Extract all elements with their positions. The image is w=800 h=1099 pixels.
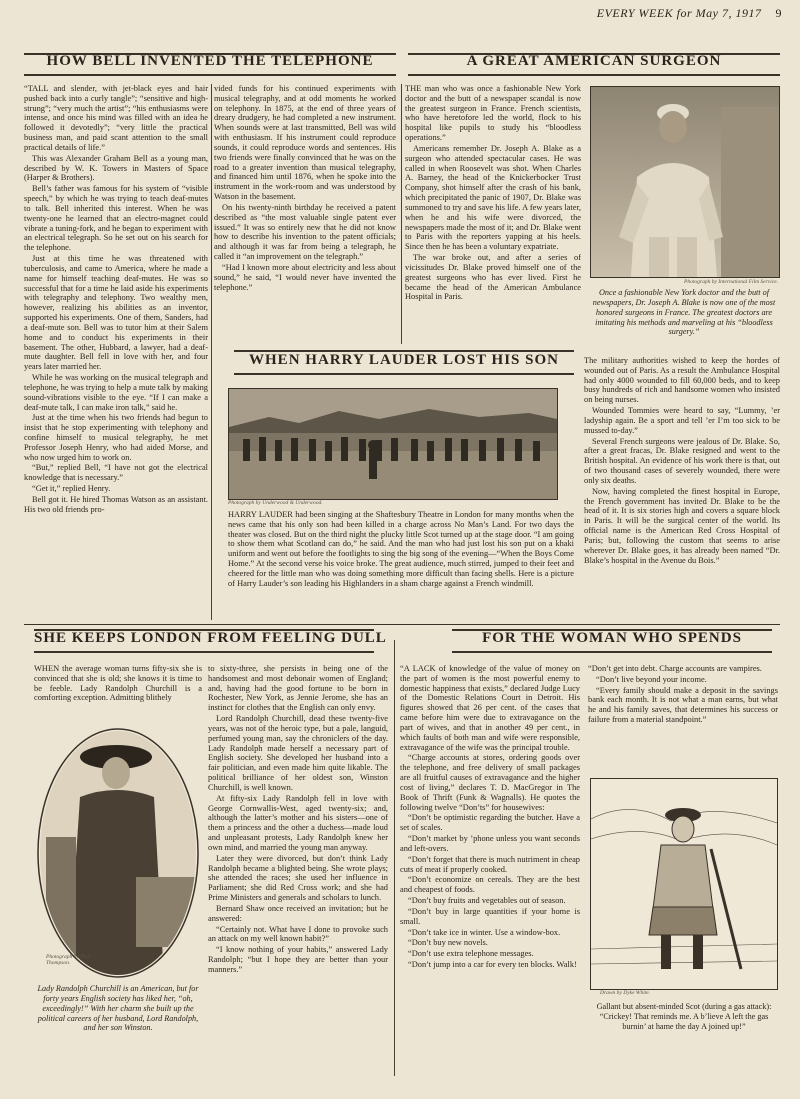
surgeon-column-1 [405,84,581,340]
paragraph: Now, having completed the finest hospital in Europe, the French government has invited Dr. Blake to be the head of it. It is six stories high and covers a square block in Paris. It will be the surgical center of the world. Its official name is the American Red Cross Hospital of Paris; but, following the custom that seems to arise wherever Dr. Blake goes, it has already been named “Dr. Blake’s hospital in the Avenue du Bois.” [584,486,780,565]
column-divider [394,640,395,1076]
bell-column-2 [214,84,396,340]
spends-column-1 [400,664,580,1076]
paragraph: “Don’t forget that there is much nutriment in cheap cuts of meat if properly cooked. [400,854,580,874]
paragraph: “Don’t take ice in winter. Use a window-box. [408,927,561,937]
paragraph: “Certainly not. What have I done to provoke such an attack on my well known habit?” [208,924,388,944]
scot-drawing [590,778,778,990]
paragraph: Later they were divorced, but don’t think Lady Randolph became a blighted being. She wrote plays; she attended the races; she used her influence in Parliament; she did Red Cross work; and she had Prime Ministers and generals and scholars to lunch. [208,853,388,903]
paragraph: THE man who was once a fashionable New York doctor and the butt of a newspaper scandal is now the greatest surgeon in France. French scientists, who have heretofore led the world, flock to his hospital like pupils to study his “bloodless operations.” [405,84,581,143]
lady-churchill-figure [36,727,200,979]
paragraph: “Charge accounts at stores, ordering goods over the telephone, and free delivery of small packages are all fruitful causes of extravagance and the higher cost of living,” declares T. D. MacGregor in The Book of Thrift (Funk & Wagnalls). He quotes the following twelve “Don’ts” for housewives: [400,753,580,812]
paragraph: The war broke out, and after a series of vicissitudes Dr. Blake proved himself one of the greatest surgeons who has ever lived. First he became the head of the American Ambulance Hospital in Paris. [405,253,581,302]
churchill-photo-caption: Lady Randolph Churchill is an American, but for forty years English society has liked her, “oh, exceedingly!” With her charm she built up the political careers of her husband, Lord Randolph, and her son Winston. [37,984,199,1033]
paragraph: “Don’t buy new novels. [408,938,488,948]
paragraph: “Every family should make a deposit in the savings bank each month. It is not what a man earns, but what he and his family saves, that determines his success or failure from a material standpoint.” [588,685,778,725]
paragraph: While he was working on the musical telegraph and telephone, he was trying to help a mute talk by making sound-vibrations visible to the eye. “If I can make a deaf-mute talk, I can make iron talk,” said he. [24,373,208,412]
lauder-bottom-rule [234,373,574,375]
paragraph: vided funds for his continued experiments with musical telegraphy, and at odd moments he worked on telephony. In 1875, at the end of three years of dreary drudgery, he had completed a new instrument. When sounds were at last transmitted, Bell was wild with enthusiasm. If his instrument could reproduce sounds, it could reproduce words and sentences. His two friends were finally convinced that he was on the road to a greater invention than musical telegraphy, and financed him until 1876, when he spoke into the instrument in the work-room and was understood by Watson in the basement. [214,84,396,202]
surgeon-bottom-rule [408,74,780,76]
surgeon-column-2 [584,356,780,618]
section-divider [24,624,780,625]
paragraph: “Don’t be optimistic regarding the butcher. Have a set of scales. [400,813,580,833]
paragraph: “I know nothing of your habits,” answered Lady Randolph; “but I hope they are better than your manners.” [208,945,388,974]
bell-title: HOW BELL INVENTED THE TELEPHONE [46,53,374,69]
paragraph: “Don’t get into debt. Charge accounts are vampires. [588,664,762,673]
spends-bottom-rule [452,651,772,653]
paragraph: At fifty-six Lady Randolph fell in love with George Cornwallis-West, aged twenty-six; and, although the latter’s mother and his sisters—one of them a princess and the other a duchess—made loud and unpleasant protests, Lady Randolph knew her own mind, and married the young man anyway. [208,793,388,852]
paragraph: “Don’t buy in large quantities if your home is small. [400,906,580,926]
dr-blake-photo [590,86,780,278]
paragraph: Bernard Shaw once received an invitation; but he answered: [208,903,388,923]
dr-blake-figure [591,87,779,277]
paragraph: This was Alexander Graham Bell as a young man, described by W. K. Towers in Masters of Space (Harper & Brothers). [24,153,208,183]
lauder-son-photo [228,388,558,500]
spends-title: FOR THE WOMAN WHO SPENDS [482,630,742,646]
page-number: 9 [775,6,782,20]
blake-photo-caption: Once a fashionable New York doctor and the butt of newspapers, Dr. Joseph A. Blake is now one of the most honored surgeons in France. The greatest doctors are imitating his methods and marveling at his “bloodless surgery.” [592,288,776,337]
paragraph: The military authorities wished to keep the hordes of wounded out of Paris. As a result the Ambulance Hospital had only 4000 wounded to fill 60,000 beds, and to keep busy hundreds of rich and handsome women who insisted on being nurses. [584,356,780,405]
scot-drawing-credit: Drawn by Dyke White. [600,990,651,996]
paragraph: “Don’t buy fruits and vegetables out of season. [408,896,566,906]
highlanders-charge-figure [229,389,557,499]
scot-drawing-caption: Gallant but absent-minded Scot (during a gas attack): “Crickey! That reminds me. A b’lieve A left the gas burnin’ at hame the day A joined up!” [596,1002,772,1031]
paragraph: “But,” replied Bell, “I have not got the electrical knowledge that is necessary.” [24,463,208,483]
scot-soldier-figure [591,779,777,989]
paragraph: “Don’t live beyond your income. [596,674,707,684]
churchill-column-1 [34,664,202,724]
paragraph: Bell’s father was famous for his system of “visible speech,” by which he was trying to teach deaf-mutes to talk. Bell inherited this interest. When he was twenty-one he learned that an electro-magnet could vibrate a tuning-fork, and he began to experiment with an electrical telegraph. So he set out on his search for the telephone. [24,184,208,253]
churchill-column-2 [208,664,388,1076]
paragraph: “Don’t jump into a car for every ten blocks. Walk! [408,960,577,970]
lady-churchill-photo [36,727,200,979]
paragraph: “TALL and slender, with jet-black eyes and hair pushed back into a curly tangle”; “sensitive and high-strung”; “very much the artist”; “his enthusiasms were intense, and once his mind was filled with an idea he followed it devotedly”; “very little the practical business man, and paid scant attention to the small practical details of life.” [24,84,208,152]
spends-column-2 [588,664,778,774]
lauder-body [228,510,574,614]
paragraph: HARRY LAUDER had been singing at the Shaftesbury Theatre in London for many months when the news came that his only son had been killed in a charge across No Man’s Land. For two days the theater was closed. But on the third night the plucky little Scot turned up at the stage door. “I am going to show them what Scotland can do,” he said. And the man who had just lost his son put on a khaki uniform and went out before the footlights to sing the big song of the evening—“When the Boys Come Home.” At the second verse his voice broke. The great audience, much stirred, jumped to their feet and cheered for the little man who was doing something more difficult than facing shells. Here is a picture of Harry Lauder’s son leading his Highlanders in a sham charge against a French windmill. [228,510,574,588]
paragraph: WHEN the average woman turns fifty-six she is convinced that she is old; she knows it is time to be feeble. Lady Randolph Churchill is a comforting exception. Admitting blithely [34,664,202,703]
churchill-photo-credit: Photograph by Paul Thompson. [46,954,91,966]
paragraph: Several French surgeons were jealous of Dr. Blake. So, after a great fracas, Dr. Blake resigned and went to the British hospital. An evidence of his work there is that, out of two thousand cases of severely wounded, there were only six deaths. [584,436,780,485]
running-head [597,6,782,21]
paragraph: “A LACK of knowledge of the value of money on the part of women is the most powerful enemy to domestic happiness that exists,” declared Judge Lucy of the Domestic Relations Court in Detroit. His figures showed that 26 per cent. of the cases that came before him were due to extravagance on the part of wives, and that in another 49 per cent., in which faults of both man and wife were responsible, extravagance of the wife was the principal trouble. [400,664,580,752]
surgeon-title: A GREAT AMERICAN SURGEON [466,53,722,69]
paragraph: “Don’t use extra telephone messages. [408,949,534,959]
bell-bottom-rule [24,74,396,76]
paragraph: “Had I known more about electricity and less about sound,” he said, “I would never have invented the telephone.” [214,262,396,292]
paragraph: On his twenty-ninth birthday he received a patent described as “the most valuable single patent ever issued.” It was so entirely new that he did not know how to describe his invention to the patent officials; and although it was far from being a telegraph, he called it “an improvement on the telegraph.” [214,202,396,262]
column-divider [401,84,402,344]
paragraph: “Don’t market by ’phone unless you want seconds and left-overs. [400,834,580,853]
paragraph: Bell got it. He hired Thomas Watson as an assistant. His two old friends pro- [24,494,208,514]
paragraph: Americans remember Dr. Joseph A. Blake as a surgeon who attended spectacular cases. He was called in when Roosevelt was shot. When Charles A. Barney, the head of the Knickerbocker Trust Company, shot himself after the crash of his bank, which precipitated the panic of 1907, Dr. Blake was summoned to try and save his life. A few years later, when he and his wife were divorced, the newspapers made the most of it; and Dr. Blake went to Paris with the reporters yapping at his heels. Since then he has been a voluntary expatriate. [405,143,581,252]
lauder-photo-credit: Photograph by Underwood & Underwood. [228,500,323,506]
blake-photo-credit: Photograph by International Film Service. [684,279,778,285]
lauder-title: WHEN HARRY LAUDER LOST HIS SON [249,352,559,368]
column-divider [211,84,212,620]
paragraph: Lord Randolph Churchill, dead these twenty-five years, was not of the heroic type, but a pale, languid, perfumed young man, say the chroniclers of the day. Lady Randolph made herself a necessary part of English society. She developed her husband into a fair politician, and even made him quite likable. The political brilliance of her oldest son, Winston Churchill, is well known. [208,714,388,792]
publication-title: EVERY WEEK for May 7, 1917 [596,6,762,20]
paragraph: to sixty-three, she persists in being one of the handsomest and most debonair women of England; and, having had the good fortune to be born in Rochester, New York, as Jennie Jerome, she has an instinct for clothes that the English can only envy. [208,664,388,713]
paragraph: “Don’t economize on cereals. They are the best and cheapest of foods. [400,875,580,895]
paragraph: Just at this time he was threatened with tuberculosis, and came to America, where he made a name for himself teaching deaf-mutes. He was so successful that for a time he laid aside his experiments with telegraphy and telephony. Two wealthy men, however, realizing his abilities as an inventor, supported his experiments. One of them, Sanders, had a deaf-mute son. Bell was to tutor him at their Salem home and to conduct his experiments in their basement. The other, Hubbard, a lawyer, had a deaf-mute daughter. Bell fell in love with her, and four years later married her. [24,254,208,372]
paragraph: Wounded Tommies were heard to say, “Lummy, ’er ladyship again. Be a sport and tell ’er I’m too sick to be mussed to-day.” [584,406,780,435]
paragraph: “Get it,” replied Henry. [32,484,111,494]
churchill-title: SHE KEEPS LONDON FROM FEELING DULL [34,630,387,646]
churchill-bottom-rule [34,651,374,653]
bell-column-1 [24,84,208,620]
paragraph: Just at the time when his two friends had begun to insist that he stop experimenting with telephony and confine himself to musical telegraphy, he met Professor Joseph Henry, who had aided Morse, and who now urged him to work on. [24,413,208,462]
